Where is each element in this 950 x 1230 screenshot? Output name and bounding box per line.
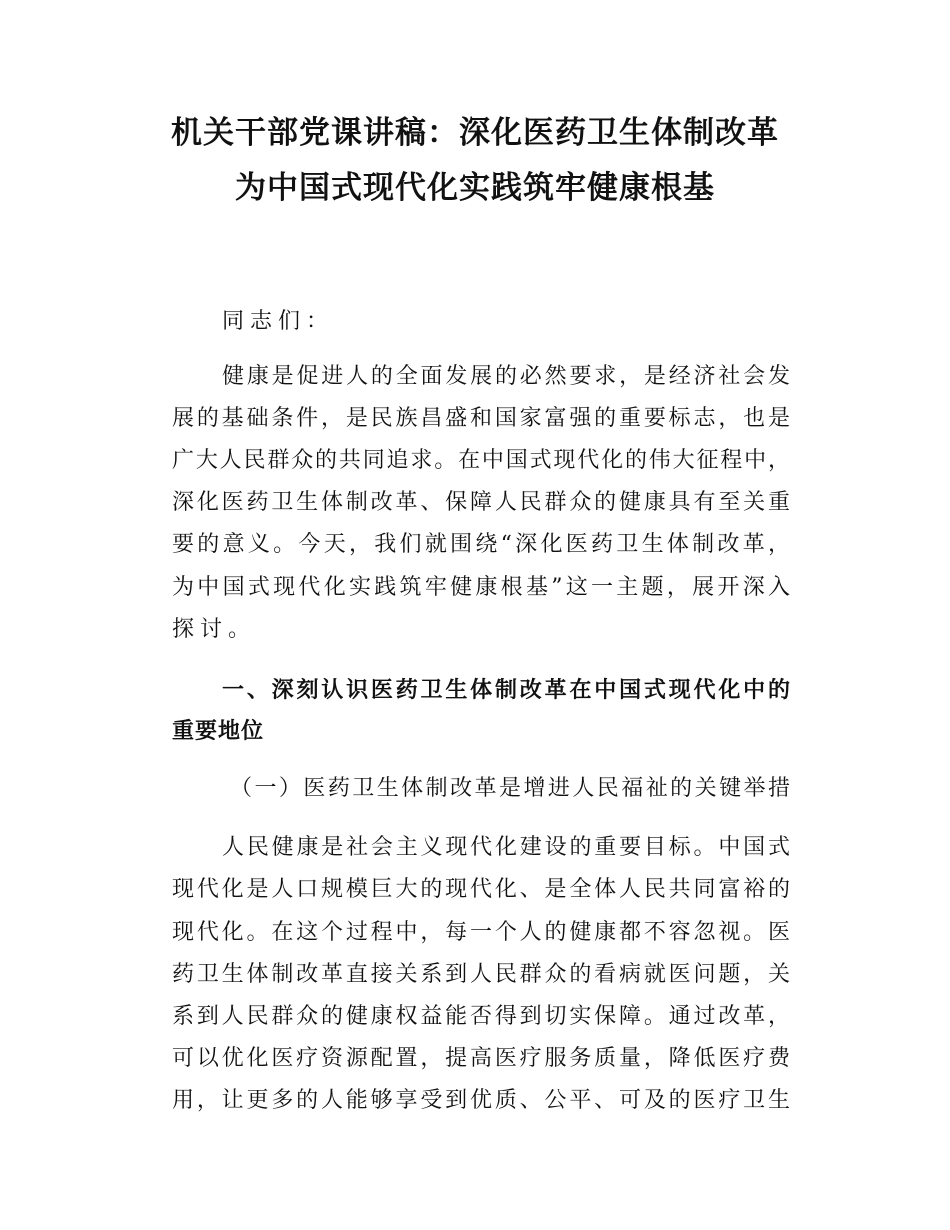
- salutation: 同志们：: [222, 309, 335, 334]
- intro-line: 深化医药卫生体制改革、保障人民群众的健康具有至关重: [172, 490, 790, 515]
- section-heading: 重要地位: [172, 718, 265, 744]
- section-heading: 一、深刻认识医药卫生体制改革在中国式现代化中的: [222, 677, 790, 703]
- title-line-2: 为中国式现代化实践筑牢健康根基: [235, 170, 715, 206]
- intro-line: 展的基础条件，是民族昌盛和国家富强的重要标志，也是: [172, 406, 790, 431]
- body-line: 现代化是人口规模巨大的现代化、是全体人民共同富裕的: [172, 877, 790, 902]
- intro-line: 探讨。: [172, 617, 257, 642]
- body-line: 人民健康是社会主义现代化建设的重要目标。中国式: [222, 835, 790, 860]
- intro-line: 要的意义。今天，我们就围绕“深化医药卫生体制改革，: [172, 532, 790, 557]
- intro-line: 为中国式现代化实践筑牢健康根基”这一主题，展开深入: [172, 575, 790, 600]
- subsection-heading: （一）医药卫生体制改革是增进人民福祉的关键举措: [230, 776, 790, 801]
- intro-line: 广大人民群众的共同追求。在中国式现代化的伟大征程中，: [172, 448, 790, 473]
- body-line: 用，让更多的人能够享受到优质、公平、可及的医疗卫生: [172, 1088, 790, 1113]
- body-line: 系到人民群众的健康权益能否得到切实保障。通过改革，: [172, 1004, 790, 1029]
- title-line-1: 机关干部党课讲稿：深化医药卫生体制改革: [171, 115, 779, 151]
- body-line: 药卫生体制改革直接关系到人民群众的看病就医问题，关: [172, 962, 790, 987]
- intro-line: 健康是促进人的全面发展的必然要求，是经济社会发: [222, 364, 790, 389]
- body-line: 现代化。在这个过程中，每一个人的健康都不容忽视。医: [172, 920, 790, 945]
- body-line: 可以优化医疗资源配置，提高医疗服务质量，降低医疗费: [172, 1046, 790, 1071]
